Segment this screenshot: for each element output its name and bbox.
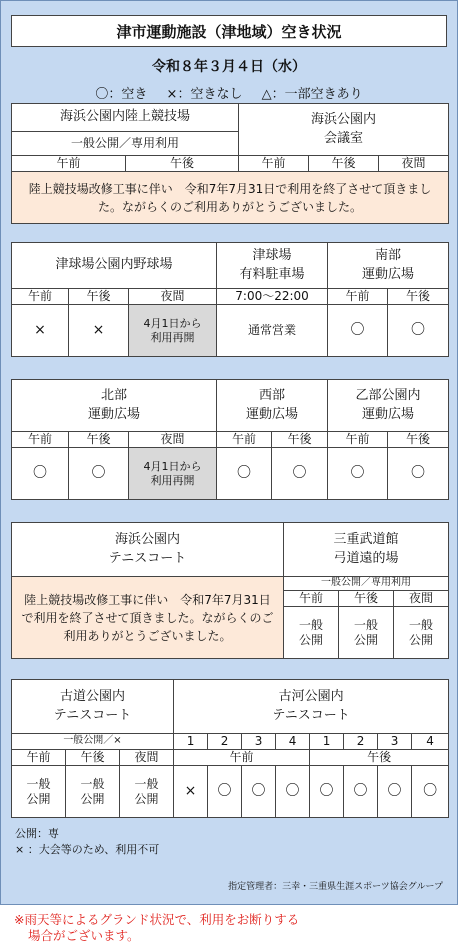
closure-notice: 陸上競技場改修工事に伴い 令和7年7月31日で利用を終了させて頂きました。ながらくのご利用ありがとうございました。 [12, 172, 449, 224]
header-pm: 午後 [66, 750, 120, 766]
header-am: 午前 [12, 750, 66, 766]
court-number: 3 [242, 734, 276, 750]
court-number: 2 [208, 734, 242, 750]
status-cell: 〇 [217, 448, 272, 500]
status-cell: 〇 [328, 448, 388, 500]
status-cell: 一般 公開 [284, 607, 339, 659]
header-am: 午前 [12, 156, 126, 172]
status-cell: 〇 [388, 305, 449, 357]
header-am: 午前 [239, 156, 309, 172]
symbol-legend: 〇：空き ×：空きなし △：一部空きあり [95, 87, 363, 102]
usage-type-label: 一般公開／専用利用 [284, 577, 449, 591]
facility-name-kaihin-tennis: 海浜公園内 テニスコート [12, 523, 284, 577]
court-number: 4 [412, 734, 449, 750]
facility-name-meeting-room: 海浜公園内 会議室 [239, 104, 449, 156]
header-pm: 午後 [69, 432, 129, 448]
footer-legend: 公開：専 × ：大会等のため、利用不可 [15, 827, 160, 856]
facility-name-seibu: 西部 運動広場 [217, 380, 328, 432]
header-night: 夜間 [129, 289, 217, 305]
facility-name-furumichi: 古道公園内 テニスコート [12, 680, 174, 734]
court-status: 〇 [412, 766, 449, 818]
header-am: 午前 [174, 750, 310, 766]
section-hokubu [11, 379, 449, 500]
court-status: 〇 [208, 766, 242, 818]
court-status: 〇 [310, 766, 344, 818]
status-cell: 一般 公開 [394, 607, 449, 659]
header-am: 午前 [12, 289, 69, 305]
status-cell: 通常営業 [217, 305, 328, 357]
status-cell: 〇 [272, 448, 328, 500]
facility-name-track: 海浜公園内陸上競技場 [12, 104, 239, 132]
header-night: 夜間 [394, 591, 449, 607]
header-am: 午前 [12, 432, 69, 448]
facility-name-nanbu: 南部 運動広場 [328, 243, 449, 289]
court-status: 〇 [276, 766, 310, 818]
status-cell: 〇 [388, 448, 449, 500]
court-number: 1 [174, 734, 208, 750]
header-pm: 午後 [310, 750, 449, 766]
reopen-notice: 4月1日から 利用再開 [129, 305, 217, 357]
header-am: 午前 [328, 289, 388, 305]
status-cell: 一般 公開 [120, 766, 174, 818]
court-number: 4 [276, 734, 310, 750]
facility-name-baseball: 津球場公園内野球場 [12, 243, 217, 289]
status-cell: 〇 [12, 448, 69, 500]
section-baseball [11, 242, 449, 357]
facility-name-furukawa: 古河公園内 テニスコート [174, 680, 449, 734]
header-night: 夜間 [120, 750, 174, 766]
rain-warning: ※雨天等によるグランド状況で、利用をお断りする 場合がございます。 [14, 912, 300, 943]
court-status: 〇 [378, 766, 412, 818]
status-cell: × [69, 305, 129, 357]
header-pm: 午後 [309, 156, 379, 172]
header-pm: 午後 [126, 156, 239, 172]
status-cell: 一般 公開 [12, 766, 66, 818]
closure-notice: 陸上競技場改修工事に伴い 令和7年7月31日で利用を終了させて頂きました。ながらくのご利用ありがとうございました。 [12, 577, 284, 659]
header-night: 夜間 [379, 156, 449, 172]
status-cell: 〇 [69, 448, 129, 500]
section-tennis-courts [11, 679, 449, 818]
status-cell: 一般 公開 [339, 607, 394, 659]
header-pm: 午後 [272, 432, 328, 448]
header-pm: 午後 [388, 432, 449, 448]
reopen-notice: 4月1日から 利用再開 [129, 448, 217, 500]
usage-type-label: 一般公開／× [12, 734, 174, 750]
header-pm: 午後 [339, 591, 394, 607]
header-am: 午前 [328, 432, 388, 448]
court-number: 3 [378, 734, 412, 750]
page-title: 津市運動施設（津地域）空き状況 [11, 15, 447, 47]
header-am: 午前 [217, 432, 272, 448]
manager-credit: 指定管理者：三幸・三重県生涯スポーツ協会グループ [228, 882, 443, 892]
court-status: 〇 [344, 766, 378, 818]
section-kaihin-track [11, 103, 449, 224]
header-hours: 7:00～22:00 [217, 289, 328, 305]
header-pm: 午後 [388, 289, 449, 305]
status-cell: 〇 [328, 305, 388, 357]
court-status: × [174, 766, 208, 818]
court-number: 2 [344, 734, 378, 750]
section-kaihin-tennis [11, 522, 449, 659]
facility-name-otobe: 乙部公園内 運動広場 [328, 380, 449, 432]
facility-name-hokubu: 北部 運動広場 [12, 380, 217, 432]
facility-name-parking: 津球場 有料駐車場 [217, 243, 328, 289]
usage-type-label: 一般公開／専用利用 [12, 132, 239, 156]
court-number: 1 [310, 734, 344, 750]
header-am: 午前 [284, 591, 339, 607]
status-cell: × [12, 305, 69, 357]
status-date: 令和８年３月４日（水） [152, 59, 306, 75]
status-cell: 一般 公開 [66, 766, 120, 818]
facility-name-kyudo: 三重武道館 弓道遠的場 [284, 523, 449, 577]
court-status: 〇 [242, 766, 276, 818]
header-night: 夜間 [129, 432, 217, 448]
header-pm: 午後 [69, 289, 129, 305]
